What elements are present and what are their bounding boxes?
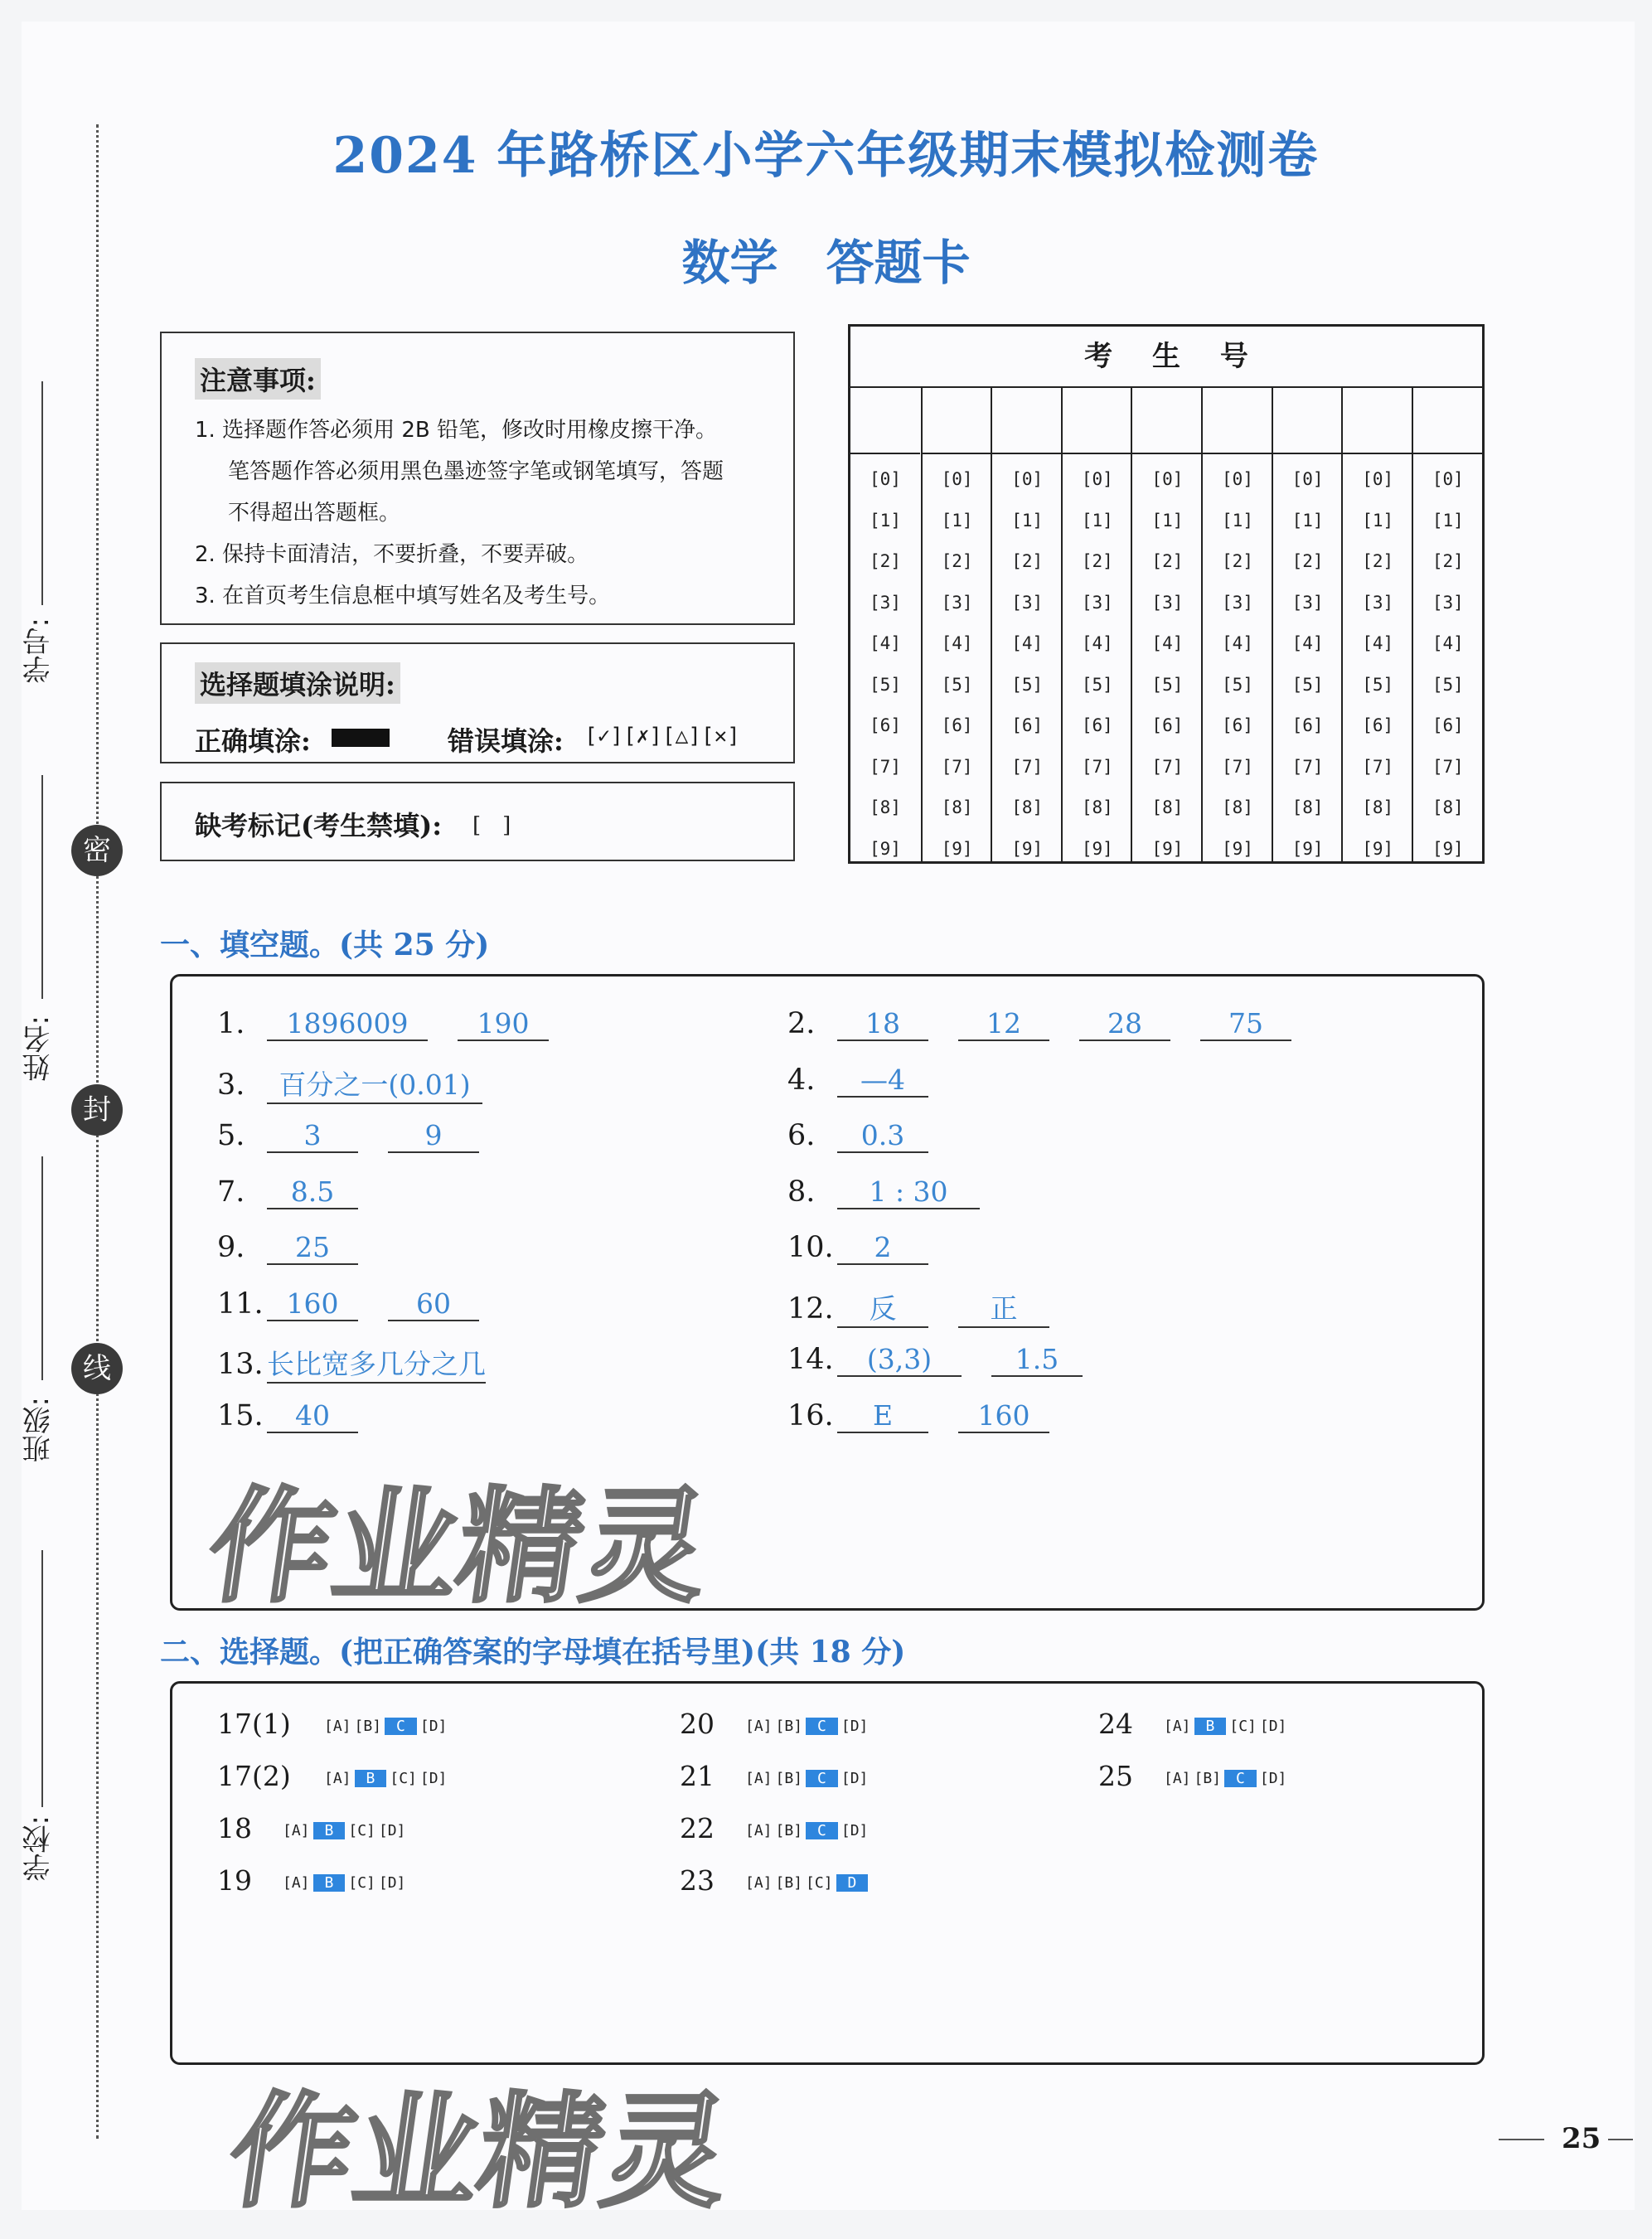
option-bubble-b[interactable]: [B] [775, 1717, 803, 1735]
choice-question-row [1098, 1760, 1286, 1792]
answer-blank[interactable]: 0.3 [837, 1119, 928, 1153]
student-id-label: 学号: [22, 618, 56, 684]
candidate-digit-bubble[interactable]: [7] [1222, 756, 1253, 777]
watermark: 作业精灵 [199, 1476, 718, 1620]
answer-blank[interactable]: 1 : 30 [837, 1175, 980, 1209]
name-line [41, 775, 43, 999]
answer-blank[interactable]: 2 [837, 1231, 928, 1265]
candidate-digit-bubble[interactable]: [6] [1362, 715, 1394, 735]
class-label: 班级: [22, 1397, 56, 1463]
choice-question-row [680, 1864, 868, 1897]
answer-blank[interactable]: 1896009 [267, 1007, 428, 1041]
candidate-digit-bubble[interactable]: [3] [1011, 592, 1044, 613]
candidate-digit-bubble[interactable]: [8] [1222, 797, 1253, 817]
question-number: 21 [680, 1760, 715, 1792]
option-bubble-b[interactable]: [B] [775, 1769, 803, 1787]
absent-mark-bracket[interactable]: [ ] [472, 813, 511, 838]
answer-blank[interactable]: 25 [267, 1231, 358, 1265]
candidate-digit-bubble[interactable]: [8] [1151, 797, 1184, 817]
seal-xian-icon: 线 [71, 1343, 123, 1394]
candidate-digit-bubble[interactable]: [0] [941, 469, 973, 489]
option-bubble-c[interactable]: [C] [806, 1873, 833, 1892]
candidate-digit-bubble[interactable]: [2] [870, 551, 901, 571]
choice-question-row [680, 1708, 868, 1740]
fill-instruction-box [160, 642, 795, 763]
candidate-digit-bubble[interactable]: [9] [1432, 838, 1464, 859]
candidate-digit-bubble[interactable]: [9] [1362, 838, 1394, 859]
candidate-digit-bubble[interactable]: [0] [1011, 469, 1044, 489]
candidate-digit-bubble[interactable]: [5] [941, 674, 973, 695]
candidate-digit-bubble[interactable]: [4] [1362, 633, 1394, 653]
option-bubble-a[interactable]: [A] [745, 1821, 773, 1839]
question-number: 22 [680, 1812, 715, 1844]
answer-blank[interactable]: 3 [267, 1119, 358, 1153]
candidate-digit-write-cell[interactable] [1273, 386, 1343, 454]
option-bubble-d[interactable]: [D] [378, 1821, 406, 1839]
option-bubble-a[interactable]: [A] [745, 1769, 773, 1787]
candidate-digit-bubble[interactable]: [0] [1362, 469, 1394, 489]
candidate-digit-bubble[interactable]: [7] [941, 756, 973, 777]
question-number: 14. [787, 1343, 834, 1376]
candidate-digit-bubble[interactable]: [7] [1081, 756, 1113, 777]
option-bubble-d[interactable]: [D] [419, 1717, 448, 1735]
choice-question-row [217, 1708, 447, 1740]
section2-title: 二、选择题。(把正确答案的字母填在括号里)(共 18 分) [160, 1635, 906, 1670]
candidate-digit-bubble[interactable]: [8] [1362, 797, 1394, 817]
candidate-digit-bubble[interactable]: [2] [1291, 551, 1324, 571]
candidate-digit-bubble[interactable]: [7] [870, 756, 901, 777]
candidate-digit-bubble[interactable]: [8] [941, 797, 973, 817]
answer-blank[interactable]: 反 [837, 1287, 928, 1328]
candidate-digit-bubble[interactable]: [2] [1432, 551, 1464, 571]
candidate-digit-write-cell[interactable] [850, 386, 920, 454]
notice-item: 3. 在首页考生信息框中填写姓名及考生号。 [195, 584, 611, 608]
candidate-digit-bubble[interactable]: [5] [1081, 674, 1113, 695]
option-bubble-a[interactable]: [A] [745, 1873, 773, 1892]
question-number: 10. [787, 1231, 834, 1264]
candidate-digit-bubble[interactable]: [4] [1081, 633, 1113, 653]
option-bubble-c[interactable]: C [1224, 1770, 1257, 1787]
candidate-digit-bubble[interactable]: [8] [1011, 797, 1044, 817]
candidate-digit-bubble[interactable]: [3] [1432, 592, 1464, 613]
notice-item: 笔答题作答必须用黑色墨迹签字笔或钢笔填写，答题 [228, 459, 724, 484]
section1-title: 一、填空题。(共 25 分) [160, 928, 490, 962]
option-bubble-a[interactable]: [A] [324, 1717, 351, 1735]
fill-question-row [787, 1231, 958, 1265]
question-number: 17(2) [217, 1760, 291, 1792]
fill-question-row [787, 1064, 958, 1098]
candidate-digit-bubble[interactable]: [2] [1222, 551, 1253, 571]
candidate-digit-bubble[interactable]: [3] [1222, 592, 1253, 613]
candidate-digit-write-cell[interactable] [1132, 386, 1202, 454]
candidate-digit-bubble[interactable]: [4] [1432, 633, 1464, 653]
candidate-digit-bubble[interactable]: [6] [941, 715, 973, 735]
candidate-digit-write-cell[interactable] [1063, 386, 1132, 454]
fill-question-row [217, 1231, 388, 1265]
fill-question-row [217, 1175, 388, 1209]
notice-heading: 注意事项: [195, 358, 321, 400]
seal-mi-icon: 密 [71, 825, 123, 876]
candidate-digit-bubble[interactable]: [7] [1432, 756, 1464, 777]
question-number: 13. [217, 1348, 264, 1381]
candidate-digit-write-cell[interactable] [923, 386, 992, 454]
candidate-digit-write-cell[interactable] [1203, 386, 1272, 454]
fill-instruction-heading: 选择题填涂说明: [195, 662, 400, 704]
candidate-digit-bubble[interactable]: [2] [1081, 551, 1113, 571]
option-bubble-a[interactable]: [A] [283, 1873, 310, 1892]
option-bubble-d[interactable]: D [836, 1874, 869, 1892]
option-bubble-d[interactable]: [D] [841, 1717, 869, 1735]
option-bubble-d[interactable]: [D] [841, 1821, 869, 1839]
candidate-digit-bubble[interactable]: [3] [1291, 592, 1324, 613]
answer-blank[interactable]: 40 [267, 1399, 358, 1433]
option-bubble-c[interactable]: C [806, 1770, 838, 1787]
candidate-digit-bubble[interactable]: [8] [1291, 797, 1324, 817]
candidate-digit-bubble[interactable]: [7] [1291, 756, 1324, 777]
candidate-digit-bubble[interactable]: [1] [1291, 510, 1324, 531]
candidate-digit-column [850, 386, 920, 861]
fill-question-row [217, 1064, 512, 1104]
candidate-digit-bubble[interactable]: [5] [1362, 674, 1394, 695]
candidate-digit-bubble[interactable]: [1] [870, 510, 901, 531]
answer-blank[interactable]: 18 [837, 1007, 928, 1041]
candidate-digit-bubble[interactable]: [1] [1362, 510, 1394, 531]
candidate-digit-bubble[interactable]: [3] [1151, 592, 1184, 613]
candidate-digit-bubble[interactable]: [3] [870, 592, 901, 613]
option-bubble-c[interactable]: C [806, 1822, 838, 1839]
question-number: 25 [1098, 1760, 1133, 1792]
class-line [41, 1156, 43, 1380]
option-bubble-b[interactable]: B [355, 1770, 387, 1787]
question-number: 7. [217, 1175, 245, 1209]
option-bubble-b[interactable]: [B] [775, 1821, 803, 1839]
answer-blank[interactable]: 160 [958, 1399, 1049, 1433]
option-bubble-d[interactable]: [D] [378, 1873, 406, 1892]
watermark-bottom: 作业精灵 [220, 2081, 739, 2225]
candidate-digit-bubble[interactable]: [6] [1222, 715, 1253, 735]
candidate-digit-write-cell[interactable] [992, 386, 1062, 454]
option-bubble-c[interactable]: [C] [348, 1873, 375, 1892]
choice-question-row [680, 1812, 868, 1844]
candidate-digit-bubble[interactable]: [3] [941, 592, 973, 613]
candidate-digit-bubble[interactable]: [2] [1151, 551, 1184, 571]
candidate-digit-bubble[interactable]: [7] [1151, 756, 1184, 777]
choice-question-row [217, 1812, 405, 1844]
candidate-digit-bubble[interactable]: [5] [1151, 674, 1184, 695]
answer-blank[interactable]: 正 [958, 1287, 1049, 1328]
fill-question-row [787, 1287, 1079, 1328]
candidate-digit-bubble[interactable]: [1] [1151, 510, 1184, 531]
fill-question-row [787, 1119, 958, 1153]
question-number: 24 [1098, 1708, 1133, 1740]
question-number: 6. [787, 1119, 816, 1152]
candidate-digit-bubble[interactable]: [2] [941, 551, 973, 571]
option-bubble-c[interactable]: C [806, 1718, 838, 1735]
candidate-digit-bubble[interactable]: [0] [1151, 469, 1184, 489]
question-number: 12. [787, 1292, 834, 1325]
notice-item: 不得超出答题框。 [228, 501, 401, 526]
candidate-digit-bubble[interactable]: [9] [1222, 838, 1253, 859]
question-number: 15. [217, 1398, 264, 1432]
candidate-number-title: 考 生 号 [850, 327, 1482, 388]
candidate-digit-bubble[interactable]: [2] [1362, 551, 1394, 571]
correct-fill-sample [332, 729, 390, 747]
question-number: 4. [787, 1063, 816, 1097]
answer-blank[interactable]: 长比宽多几分之几 [267, 1343, 486, 1384]
choice-question-row [680, 1760, 868, 1792]
absent-mark-box [160, 782, 795, 861]
answer-blank[interactable]: 1.5 [991, 1343, 1083, 1377]
candidate-digit-bubble[interactable]: [5] [1432, 674, 1464, 695]
candidate-digit-bubble[interactable]: [4] [941, 633, 973, 653]
school-line [41, 1550, 43, 1807]
candidate-digit-column [921, 386, 992, 861]
candidate-digit-bubble[interactable]: [4] [870, 633, 901, 653]
option-bubble-c[interactable]: [C] [1229, 1717, 1257, 1735]
candidate-digit-bubble[interactable]: [1] [1432, 510, 1464, 531]
candidate-digit-write-cell[interactable] [1343, 386, 1412, 454]
candidate-digit-bubble[interactable]: [6] [1081, 715, 1113, 735]
candidate-digit-bubble[interactable]: [9] [1011, 838, 1044, 859]
option-bubble-a[interactable]: [A] [745, 1717, 773, 1735]
candidate-digit-bubble[interactable]: [3] [1362, 592, 1394, 613]
option-bubble-b[interactable]: B [313, 1874, 346, 1892]
question-number: 20 [680, 1708, 715, 1740]
correct-fill-label: 正确填涂: [195, 725, 311, 757]
candidate-digit-bubble[interactable]: [6] [1432, 715, 1464, 735]
fill-question-row [217, 1399, 388, 1433]
fill-question-row [217, 1343, 516, 1384]
fill-question-row [217, 1007, 579, 1041]
option-bubble-c[interactable]: [C] [348, 1821, 375, 1839]
choice-question-row [217, 1864, 405, 1897]
candidate-digit-bubble[interactable]: [6] [870, 715, 901, 735]
candidate-digit-bubble[interactable]: [9] [1291, 838, 1324, 859]
notice-item: 2. 保持卡面清洁，不要折叠，不要弄破。 [195, 542, 589, 567]
option-bubble-b[interactable]: B [1194, 1718, 1227, 1735]
answer-blank[interactable]: 8.5 [267, 1175, 358, 1209]
candidate-digit-column [1201, 386, 1272, 861]
absent-mark-label: 缺考标记(考生禁填): [195, 810, 443, 841]
candidate-digit-column [991, 386, 1062, 861]
fill-question-row [787, 1175, 1010, 1209]
wrong-fill-samples: [✓][✗][△][✕] [584, 724, 740, 749]
candidate-digit-bubble[interactable]: [7] [1011, 756, 1044, 777]
candidate-digit-bubble[interactable]: [1] [941, 510, 973, 531]
fill-question-row [787, 1007, 1321, 1041]
candidate-digit-bubble[interactable]: [0] [870, 469, 901, 489]
candidate-digit-bubble[interactable]: [3] [1081, 592, 1113, 613]
candidate-digit-column [1061, 386, 1132, 861]
question-number: 23 [680, 1864, 715, 1897]
fill-question-row [787, 1343, 1112, 1377]
option-bubble-b[interactable]: [B] [775, 1873, 803, 1892]
fill-question-row [217, 1119, 509, 1153]
candidate-digit-bubble[interactable]: [6] [1151, 715, 1184, 735]
candidate-digit-bubble[interactable]: [0] [1081, 469, 1113, 489]
option-bubble-a[interactable]: [A] [283, 1821, 310, 1839]
answer-blank[interactable]: 60 [388, 1287, 479, 1321]
question-number: 16. [787, 1398, 834, 1432]
candidate-digit-column [1341, 386, 1412, 861]
choice-question-row [1098, 1708, 1286, 1740]
fill-question-row [787, 1399, 1079, 1433]
candidate-digit-bubble[interactable]: [0] [1291, 469, 1324, 489]
answer-blank[interactable]: 160 [267, 1287, 358, 1321]
name-label: 姓名: [22, 1015, 56, 1082]
candidate-digit-bubble[interactable]: [5] [1222, 674, 1253, 695]
wrong-fill-label: 错误填涂: [448, 725, 564, 757]
candidate-digit-bubble[interactable]: [5] [1011, 674, 1044, 695]
page-number-rule [1499, 2139, 1544, 2140]
question-number: 8. [787, 1175, 816, 1209]
answer-blank[interactable]: 百分之一(0.01) [267, 1064, 482, 1104]
candidate-digit-bubble[interactable]: [1] [1011, 510, 1044, 531]
candidate-digit-column [1131, 386, 1202, 861]
question-number: 2. [787, 1007, 816, 1040]
fill-question-row [217, 1287, 509, 1321]
option-bubble-b[interactable]: B [313, 1822, 346, 1839]
student-id-line [41, 381, 43, 605]
candidate-digit-bubble[interactable]: [9] [1081, 838, 1113, 859]
candidate-digit-bubble[interactable]: [2] [1011, 551, 1044, 571]
candidate-digit-bubble[interactable]: [6] [1011, 715, 1044, 735]
candidate-digit-bubble[interactable]: [0] [1222, 469, 1253, 489]
candidate-digit-bubble[interactable]: [8] [1432, 797, 1464, 817]
candidate-digit-bubble[interactable]: [5] [870, 674, 901, 695]
option-bubble-d[interactable]: [D] [841, 1769, 869, 1787]
candidate-digit-bubble[interactable]: [8] [1081, 797, 1113, 817]
answer-blank[interactable]: (3,3) [837, 1343, 962, 1377]
candidate-digit-bubble[interactable]: [5] [1291, 674, 1324, 695]
option-bubble-a[interactable]: [A] [324, 1769, 351, 1787]
candidate-digit-bubble[interactable]: [1] [1081, 510, 1113, 531]
notice-box [160, 332, 795, 625]
question-number: 5. [217, 1119, 245, 1152]
question-number: 3. [217, 1068, 245, 1102]
candidate-digit-bubble[interactable]: [9] [1151, 838, 1184, 859]
option-bubble-b[interactable]: [B] [1194, 1769, 1222, 1787]
page-number: 25 [1562, 2122, 1601, 2155]
option-bubble-a[interactable]: [A] [1164, 1717, 1191, 1735]
candidate-digit-bubble[interactable]: [0] [1432, 469, 1464, 489]
candidate-digit-bubble[interactable]: [9] [941, 838, 973, 859]
candidate-number-grid [848, 324, 1485, 864]
answer-blank[interactable]: —4 [837, 1064, 928, 1098]
question-number: 9. [217, 1231, 245, 1264]
option-bubble-c[interactable]: C [385, 1718, 417, 1735]
option-bubble-d[interactable]: [D] [1259, 1717, 1287, 1735]
option-bubble-b[interactable]: [B] [354, 1717, 382, 1735]
seal-feng-icon: 封 [71, 1084, 123, 1136]
question-number: 1. [217, 1007, 245, 1040]
school-label: 学校: [22, 1815, 56, 1882]
option-bubble-c[interactable]: [C] [390, 1769, 417, 1787]
option-bubble-d[interactable]: [D] [419, 1769, 448, 1787]
question-number: 19 [217, 1864, 252, 1897]
candidate-digit-bubble[interactable]: [7] [1362, 756, 1394, 777]
candidate-digit-bubble[interactable]: [4] [1222, 633, 1253, 653]
answer-blank[interactable]: 190 [458, 1007, 549, 1041]
candidate-digit-bubble[interactable]: [4] [1291, 633, 1324, 653]
answer-blank[interactable]: 28 [1079, 1007, 1170, 1041]
candidate-digit-bubble[interactable]: [4] [1011, 633, 1044, 653]
answer-blank[interactable]: 12 [958, 1007, 1049, 1041]
question-number: 17(1) [217, 1708, 291, 1740]
candidate-digit-bubble[interactable]: [8] [870, 797, 901, 817]
candidate-digit-bubble[interactable]: [1] [1222, 510, 1253, 531]
candidate-digit-write-cell[interactable] [1413, 386, 1483, 454]
candidate-digit-column [1412, 386, 1483, 861]
page-subtitle: 数学 答题卡 [681, 235, 971, 291]
answer-blank[interactable]: E [837, 1399, 928, 1433]
page-number-rule [1608, 2139, 1633, 2140]
candidate-digit-bubble[interactable]: [4] [1151, 633, 1184, 653]
question-number: 18 [217, 1812, 252, 1844]
option-bubble-d[interactable]: [D] [1259, 1769, 1287, 1787]
choice-question-row [217, 1760, 447, 1792]
candidate-digit-bubble[interactable]: [6] [1291, 715, 1324, 735]
option-bubble-a[interactable]: [A] [1164, 1769, 1191, 1787]
candidate-digit-bubble[interactable]: [9] [870, 838, 901, 859]
candidate-digit-column [1272, 386, 1343, 861]
answer-blank[interactable]: 9 [388, 1119, 479, 1153]
question-number: 11. [217, 1287, 264, 1321]
page-title: 2024 年路桥区小学六年级期末模拟检测卷 [332, 127, 1320, 185]
answer-blank[interactable]: 75 [1200, 1007, 1291, 1041]
notice-item: 1. 选择题作答必须用 2B 铅笔，修改时用橡皮擦干净。 [195, 418, 717, 443]
